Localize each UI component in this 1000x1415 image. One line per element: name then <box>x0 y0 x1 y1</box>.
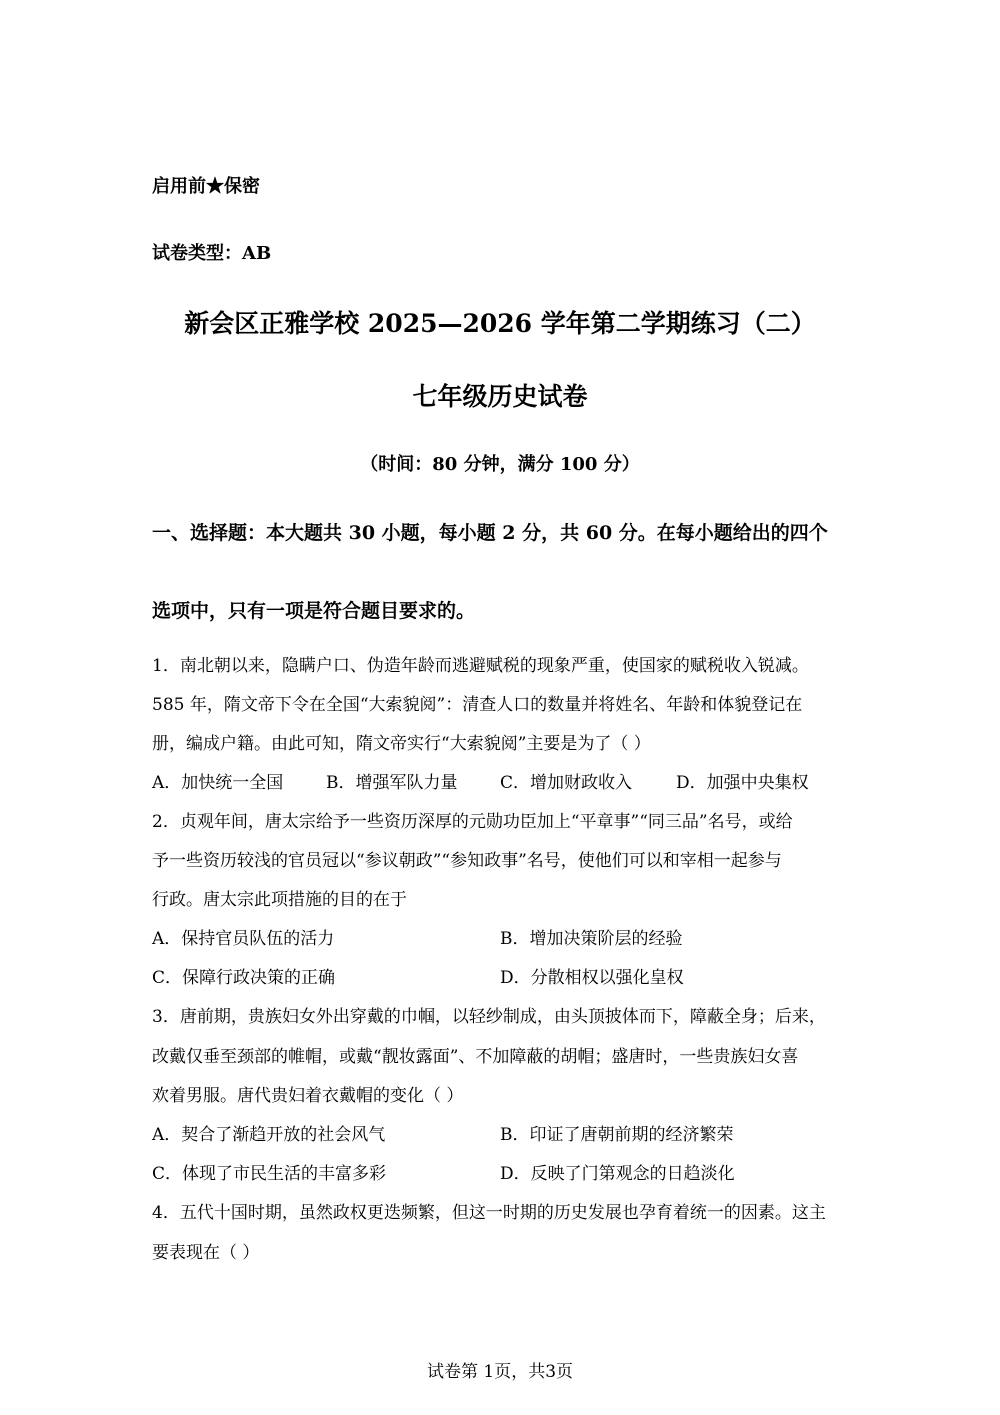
question-text-line: 册，编成户籍。由此可知，隋文帝实行“大索貌阅”主要是为了（ ） <box>152 734 651 754</box>
question-text-line: 3．唐前期，贵族妇女外出穿戴的巾帼，以轻纱制成，由头顶披体而下，障蔽全身；后来， <box>152 1007 826 1027</box>
question-text-line: 2．贞观年间，唐太宗给予一些资历深厚的元勋功臣加上“平章事”“同三品”名号，或给 <box>152 812 793 832</box>
exam-time-info: （时间：80 分钟，满分 100 分） <box>360 454 640 475</box>
question-text-line: 予一些资历较浅的官员冠以“参议朝政”“参知政事”名号，使他们可以和宰相一起参与 <box>152 851 782 871</box>
option-c[interactable]: C．保障行政决策的正确 <box>152 968 336 988</box>
section-heading-line-2: 选项中，只有一项是符合题目要求的。 <box>152 600 476 622</box>
question-text-line: 行政。唐太宗此项措施的目的在于 <box>152 890 407 910</box>
option-a[interactable]: A．保持官员队伍的活力 <box>152 929 335 949</box>
option-c[interactable]: C．体现了市民生活的丰富多彩 <box>152 1164 387 1184</box>
question-text-line: 改戴仅垂至颈部的帷帽，或戴“靓妆露面”、不加障蔽的胡帽；盛唐时，一些贵族妇女喜 <box>152 1047 799 1067</box>
option-a[interactable]: A．契合了渐趋开放的社会风气 <box>152 1125 386 1145</box>
exam-subtitle: 七年级历史试卷 <box>412 382 588 411</box>
question-text-line: 1．南北朝以来，隐瞒户口、伪造年龄而逃避赋税的现象严重，使国家的赋税收入锐减。 <box>152 656 809 676</box>
question-text-line: 585 年，隋文帝下令在全国“大索貌阅”：清查人口的数量并将姓名、年龄和体貌登记在 <box>152 695 803 715</box>
option-b[interactable]: B．增强军队力量 <box>326 773 458 793</box>
confidential-label: 启用前★保密 <box>152 176 260 197</box>
paper-type-label: 试卷类型：AB <box>152 243 272 264</box>
option-c[interactable]: C．增加财政收入 <box>500 773 633 793</box>
option-d[interactable]: D．加强中央集权 <box>676 773 809 793</box>
option-d[interactable]: D．分散相权以强化皇权 <box>500 968 684 988</box>
section-heading-line-1: 一、选择题：本大题共 30 小题，每小题 2 分，共 60 分。在每小题给出的四个 <box>152 522 828 544</box>
question-text-line: 要表现在（ ） <box>152 1243 260 1263</box>
option-b[interactable]: B．增加决策阶层的经验 <box>500 929 683 949</box>
option-b[interactable]: B．印证了唐朝前期的经济繁荣 <box>500 1125 734 1145</box>
question-text-line: 4．五代十国时期，虽然政权更迭频繁，但这一时期的历史发展也孕育着统一的因素。这主 <box>152 1203 826 1223</box>
option-a[interactable]: A．加快统一全国 <box>152 773 284 793</box>
question-text-line: 欢着男服。唐代贵妇着衣戴帽的变化（ ） <box>152 1086 464 1106</box>
option-d[interactable]: D．反映了门第观念的日趋淡化 <box>500 1164 735 1184</box>
page-footer: 试卷第 1页，共3页 <box>426 1362 574 1382</box>
exam-title: 新会区正雅学校 2025—2026 学年第二学期练习（二） <box>184 309 816 338</box>
